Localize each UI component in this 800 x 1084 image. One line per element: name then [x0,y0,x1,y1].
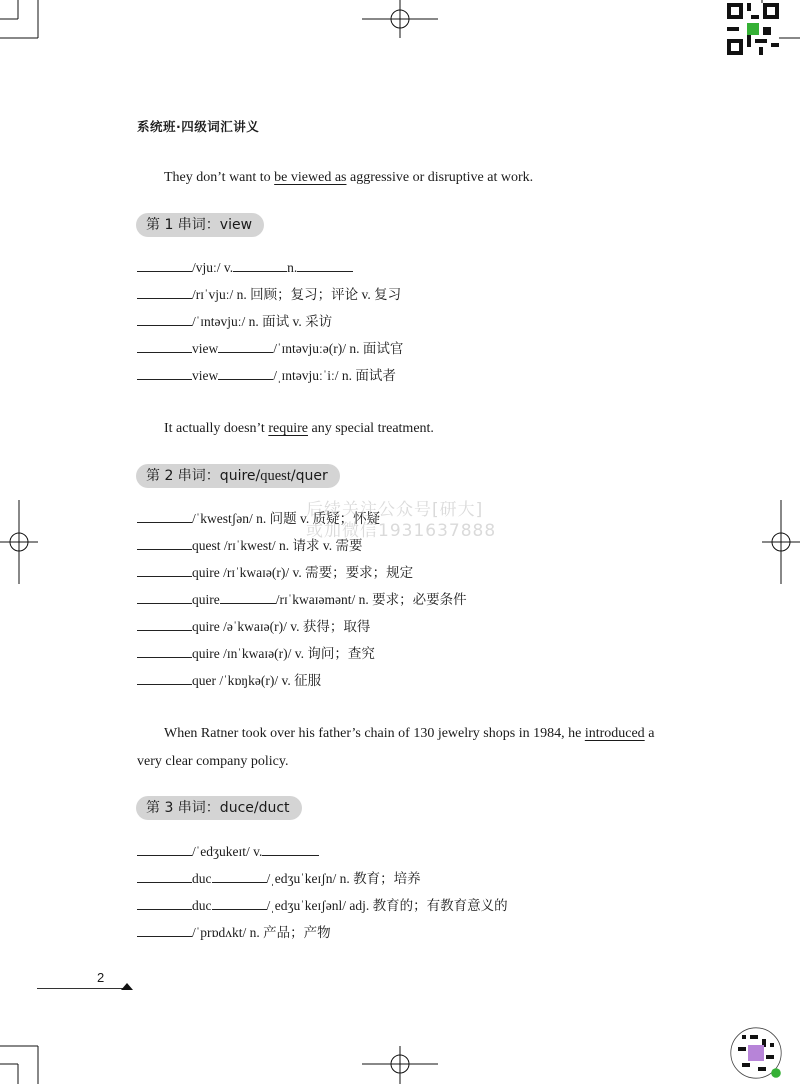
watermark: 后续关注公众号[研大] 或加微信1931637888 [306,500,497,541]
vocab-line: view /ˈɪntəvjuːə(r)/ n. 面试官 [137,338,403,358]
vocab-line: /ˈedʒukeɪt/ v. [137,841,319,861]
answer-blank [137,670,192,685]
answer-blank [233,257,287,272]
answer-blank [137,589,192,604]
page-header: 系统班·四级词汇讲义 [137,119,260,134]
answer-blank [220,589,276,604]
answer-blank [262,841,319,856]
section-label: 第 3 串词：duce/duct [136,796,302,820]
answer-blank [137,562,192,577]
answer-blank [137,841,192,856]
answer-blank [137,868,192,883]
example-sentence: When Ratner took over his father’s chain of 130 jewelry shops in 1984, he introduced a [164,726,655,741]
vocab-line: /rɪˈvjuː/ n. 回顾；复习；评论 v. 复习 [137,284,401,304]
vocab-line: duc /ˌedʒuˈkeɪʃənl/ adj. 教育的；有教育意义的 [137,895,508,915]
answer-blank [137,311,192,326]
answer-blank [137,508,192,523]
answer-blank [137,365,192,380]
answer-blank [137,643,192,658]
answer-blank [137,616,192,631]
underlined-phrase: introduced [584,726,645,741]
answer-blank [137,535,192,550]
example-sentence: It actually doesn’t require any special treatment. [164,421,434,436]
answer-blank [297,257,353,272]
answer-blank [218,365,273,380]
answer-blank [137,922,192,937]
vocab-line: duc /ˌedʒuˈkeɪʃn/ n. 教育；培养 [137,868,421,888]
answer-blank [137,284,192,299]
answer-blank [212,895,267,910]
vocab-line: /ˈprɒdʌkt/ n. 产品；产物 [137,922,331,942]
section-label: 第 2 串词：quire/quest/quer [136,464,340,488]
vocab-line: quire /rɪˈkwaɪə(r)/ v. 需要；要求；规定 [137,562,413,582]
vocab-line: /ˈkwestʃən/ n. 问题 v. 质疑；怀疑 [137,508,380,528]
qr-code-icon [730,1027,782,1079]
answer-blank [137,257,192,272]
vocab-line: quire /rɪˈkwaɪəmənt/ n. 要求；必要条件 [137,589,467,609]
underlined-phrase: be viewed as [274,170,347,185]
vocab-line: quer /ˈkɒŋkə(r)/ v. 征服 [137,670,321,690]
vocab-line: /ˈɪntəvjuː/ n. 面试 v. 采访 [137,311,332,331]
page-number: 2 [97,970,105,985]
underlined-phrase: require [268,421,308,436]
footer-rule [37,988,123,989]
vocab-line: view /ˌɪntəvjuːˈiː/ n. 面试者 [137,365,396,385]
vocab-line: quire /əˈkwaɪə(r)/ v. 获得；取得 [137,616,370,636]
footer-triangle-icon [121,983,133,990]
section-label: 第 1 串词：view [136,213,264,237]
vocab-line: quest /rɪˈkwest/ n. 请求 v. 需要 [137,535,362,555]
answer-blank [218,338,273,353]
answer-blank [137,338,192,353]
answer-blank [212,868,267,883]
vocab-line: /vjuː/ v. n. [137,257,353,277]
example-sentence: They don’t want to be viewed as aggressive or disruptive at work. [164,170,534,185]
answer-blank [137,895,192,910]
vocab-line: quire /ɪnˈkwaɪə(r)/ v. 询问；查究 [137,643,375,663]
example-sentence-continued: very clear company policy. [137,754,289,769]
qr-code-icon [727,3,779,55]
